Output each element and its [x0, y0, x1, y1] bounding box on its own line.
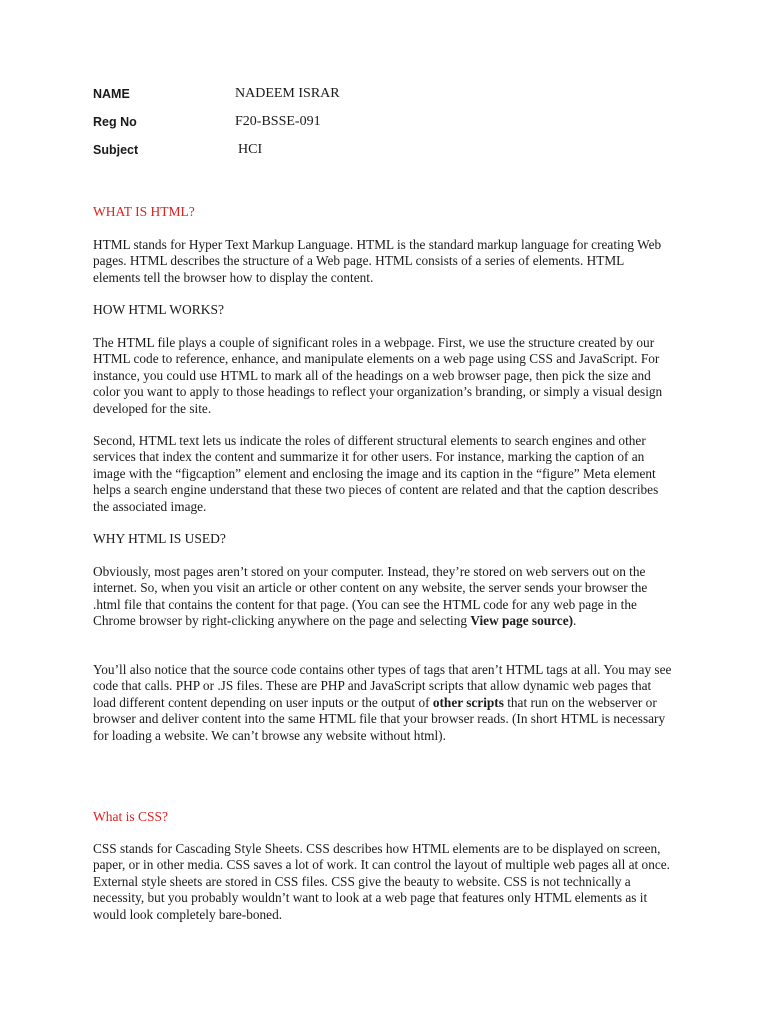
why-html-used-heading: WHY HTML IS USED?	[93, 531, 226, 546]
what-is-css-paragraph: CSS stands for Cascading Style Sheets. CSS describes how HTML elements are to be displayed on screen, paper, or in other media. CSS saves a lot of work. It can control the layout of multiple web pages all at once. External style sheets are stored in CSS files. CSS give the beauty to website. CSS is not technically a necessity, but you probably wouldn’t want to look at a web page that features only HTML elements as it would look completely bare-boned.	[93, 841, 670, 922]
why-html-used-paragraph-2	[93, 662, 673, 744]
name-value: NADEEM ISRAR	[235, 86, 340, 101]
subject-label: Subject	[93, 143, 139, 157]
reg-label: Reg No	[93, 115, 137, 129]
subject-value: HCI	[238, 142, 263, 157]
why-html-p2-end: that run on the webserver or browser and deliver content into the same HTML file that your browser reads. (In short HTML is necessary for loading a website. We can’t browse any website without html).	[93, 694, 666, 743]
other-scripts-bold: other scripts	[432, 694, 504, 710]
view-page-source-bold: View page source)	[470, 613, 574, 629]
what-is-css-heading: What is CSS?	[93, 809, 169, 824]
why-html-p1-end: .	[573, 613, 577, 629]
why-html-p1-text: Obviously, most pages aren’t stored on your computer. Instead, they’re stored on web servers out on the internet. So, when you visit an article or other content on any website, the server sends your browser the .html file that contains the content for that page. (You can see the HTML code for any web page in the Chrome browser by right-clicking anywhere on the page and selecting	[93, 564, 648, 629]
what-is-html-heading: WHAT IS HTML?	[93, 204, 195, 219]
how-html-works-paragraph-1: The HTML file plays a couple of significant roles in a webpage. First, we use the structure created by our HTML code to reference, enhance, and manipulate elements on a web page using CSS and JavaScript. For instance, you could use HTML to mark all of the headings on a web browser page, then pick the size and color you want to apply to those headings to reflect your organization’s branding, or simply a visual design developed for the site.	[93, 335, 663, 416]
name-label: NAME	[93, 87, 130, 101]
reg-value: F20-BSSE-091	[235, 114, 321, 129]
what-is-html-paragraph: HTML stands for Hyper Text Markup Language. HTML is the standard markup language for creating Web pages. HTML describes the structure of a Web page. HTML consists of a series of elements. HTML elements tell the browser how to display the content.	[93, 237, 662, 285]
how-html-works-heading: HOW HTML WORKS?	[93, 302, 224, 317]
how-html-works-paragraph-2: Second, HTML text lets us indicate the roles of different structural elements to search engines and other services that index the content and summarize it for other users. For instance, marking the caption of an image with the “figcaption” element and enclosing the image and its caption in the “figure” Meta element helps a search engine understand that these two pieces of content are related and that the caption describes the associated image.	[93, 433, 659, 514]
why-html-used-paragraph-1	[93, 564, 673, 630]
why-html-p2-text: You’ll also notice that the source code contains other types of tags that aren’t HTML tags at all. You may see code that calls. PHP or .JS files. These are PHP and JavaScript scripts that allow dynamic web pages that load different content depending on user inputs or the output of	[93, 662, 672, 710]
